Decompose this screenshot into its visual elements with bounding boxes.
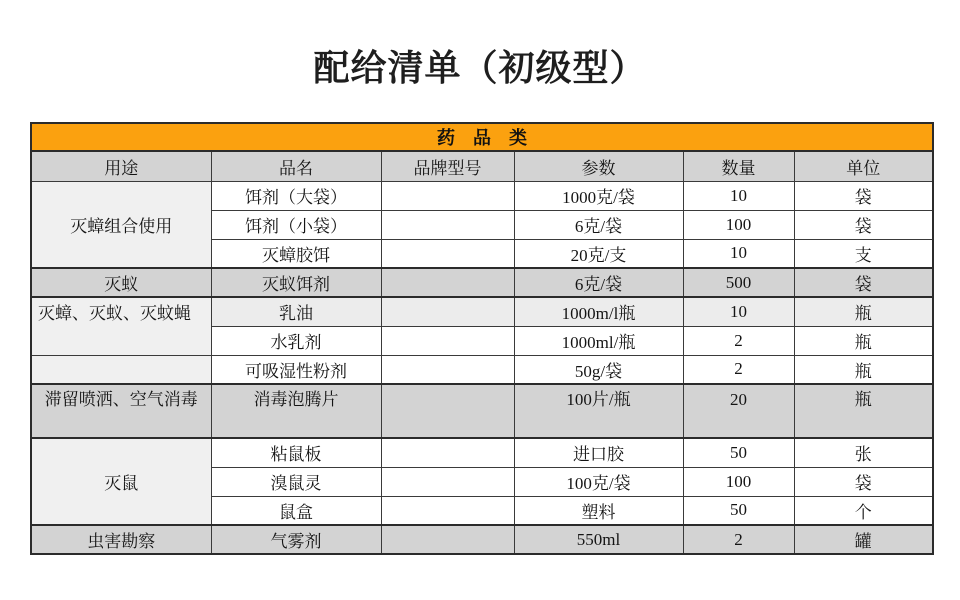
table-cell: 瓶 — [794, 297, 933, 326]
table-row — [31, 355, 933, 384]
column-header-0: 用途 — [31, 151, 211, 181]
table-cell: 粘鼠板 — [211, 438, 381, 467]
table-cell: 鼠盒 — [211, 496, 381, 525]
table-cell: 2 — [683, 525, 794, 554]
table-row — [31, 181, 933, 210]
table-cell: 100片/瓶 — [514, 384, 683, 438]
table-cell — [381, 210, 514, 239]
table-cell: 溴鼠灵 — [211, 467, 381, 496]
table-cell: 张 — [794, 438, 933, 467]
table-cell: 袋 — [794, 467, 933, 496]
table-cell: 塑料 — [514, 496, 683, 525]
table-cell: 灭蟑、灭蚁、灭蚊蝇 — [31, 297, 211, 355]
table-cell: 550ml — [514, 525, 683, 554]
table-cell: 消毒泡腾片 — [211, 384, 381, 438]
table-cell: 虫害勘察 — [31, 525, 211, 554]
column-header-5: 单位 — [794, 151, 933, 181]
table-cell: 支 — [794, 239, 933, 268]
table-cell: 6克/袋 — [514, 210, 683, 239]
table-cell: 灭蚁饵剂 — [211, 268, 381, 297]
column-header-4: 数量 — [683, 151, 794, 181]
table-cell: 袋 — [794, 268, 933, 297]
table-cell — [381, 355, 514, 384]
table-cell — [381, 181, 514, 210]
supply-table — [30, 122, 934, 555]
table-cell: 乳油 — [211, 297, 381, 326]
table-cell: 1000克/袋 — [514, 181, 683, 210]
section-header-row — [31, 123, 933, 151]
table-row — [31, 384, 933, 438]
table-cell: 水乳剂 — [211, 326, 381, 355]
table-cell: 灭蟑胶饵 — [211, 239, 381, 268]
table-cell: 10 — [683, 239, 794, 268]
table-cell: 罐 — [794, 525, 933, 554]
table-cell — [31, 355, 211, 384]
table-cell: 10 — [683, 181, 794, 210]
table-cell: 1000ml/瓶 — [514, 326, 683, 355]
column-header-row — [31, 151, 933, 181]
table-cell: 100克/袋 — [514, 467, 683, 496]
column-header-2: 品牌型号 — [381, 151, 514, 181]
table-cell: 瓶 — [794, 326, 933, 355]
table-cell: 20 — [683, 384, 794, 438]
table-cell: 2 — [683, 355, 794, 384]
table-row — [31, 297, 933, 326]
table-cell: 个 — [794, 496, 933, 525]
column-header-1: 品名 — [211, 151, 381, 181]
table-cell: 50 — [683, 496, 794, 525]
table-cell: 6克/袋 — [514, 268, 683, 297]
table-cell: 20克/支 — [514, 239, 683, 268]
table-cell: 可吸湿性粉剂 — [211, 355, 381, 384]
table-cell — [381, 525, 514, 554]
section-header: 药 品 类 — [31, 123, 933, 151]
table-cell: 滞留喷洒、空气消毒 — [31, 384, 211, 438]
table-row — [31, 525, 933, 554]
table-row — [31, 438, 933, 467]
table-cell: 袋 — [794, 210, 933, 239]
table-row — [31, 268, 933, 297]
table-cell — [381, 438, 514, 467]
table-cell: 灭蟑组合使用 — [31, 181, 211, 268]
table-cell: 500 — [683, 268, 794, 297]
table-cell — [381, 297, 514, 326]
table-cell: 瓶 — [794, 384, 933, 438]
table-cell: 100 — [683, 210, 794, 239]
table-cell — [381, 467, 514, 496]
table-cell: 50 — [683, 438, 794, 467]
table-cell — [381, 268, 514, 297]
page-title: 配给清单（初级型） — [313, 47, 647, 88]
table-cell — [381, 496, 514, 525]
table-cell: 饵剂（大袋） — [211, 181, 381, 210]
table-cell: 瓶 — [794, 355, 933, 384]
table-cell: 进口胶 — [514, 438, 683, 467]
column-header-3: 参数 — [514, 151, 683, 181]
table-cell: 饵剂（小袋） — [211, 210, 381, 239]
table-cell: 50g/袋 — [514, 355, 683, 384]
table-cell — [381, 239, 514, 268]
table-cell: 袋 — [794, 181, 933, 210]
table-cell: 100 — [683, 467, 794, 496]
table-cell — [381, 384, 514, 438]
table-cell: 灭鼠 — [31, 438, 211, 525]
table-cell: 10 — [683, 297, 794, 326]
table-cell: 灭蚁 — [31, 268, 211, 297]
table-cell: 气雾剂 — [211, 525, 381, 554]
table-cell: 1000m/l瓶 — [514, 297, 683, 326]
table-cell: 2 — [683, 326, 794, 355]
table-cell — [381, 326, 514, 355]
